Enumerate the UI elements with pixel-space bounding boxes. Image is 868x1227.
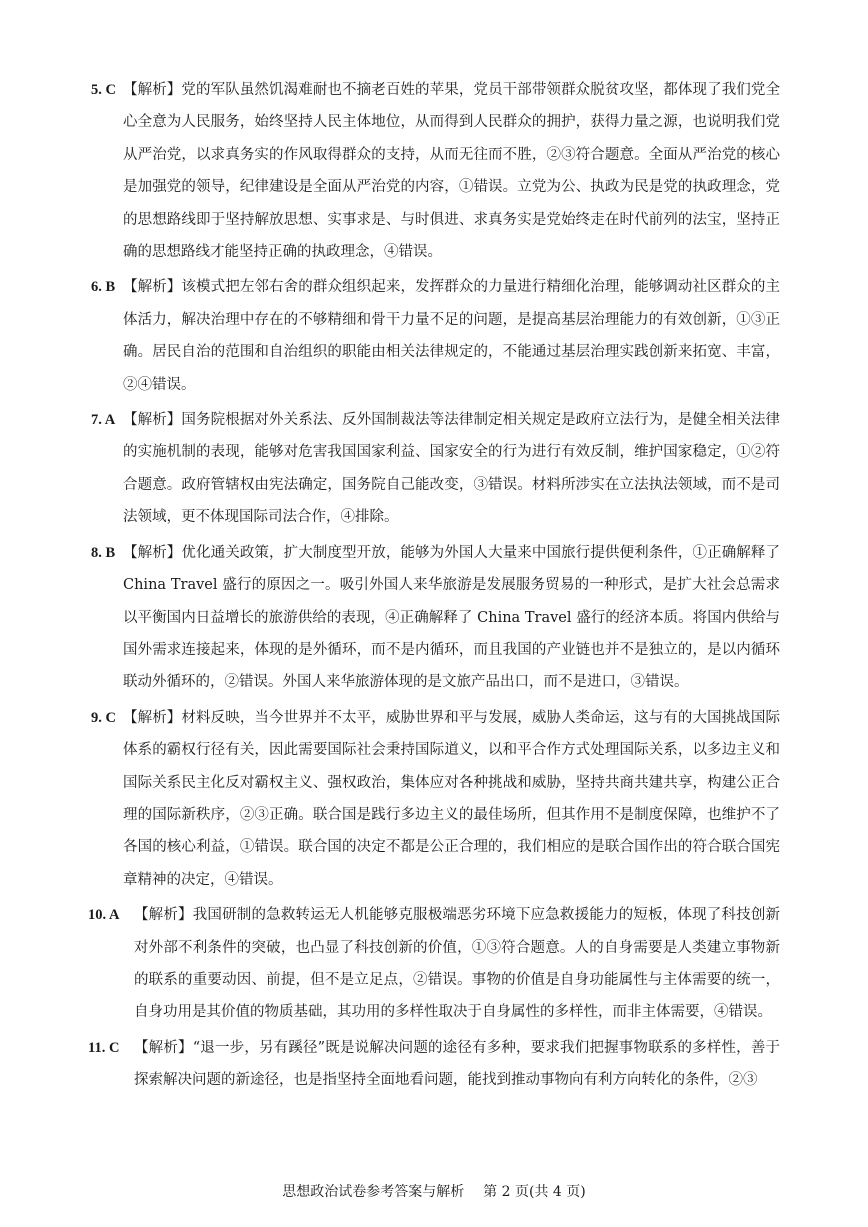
analysis-body: 材料反映，当今世界并不太平，威胁世界和平与发展，威胁人类命运，这与有的大国挑战国际体系的霸权行径有关，因此需要国际社会秉持国际道义，以和平合作方式处理国际关系，以多边主义和国际关系民主化反对霸权主义、强权政治，集体应对各种挑战和威胁，坚持共商共建共享，构建公正合理的国际新秩序，②③正确。联合国是践行多边主义的最佳场所，但其作用不是制度保障，也维护不了各国的核心利益，①错误。联合国的决定不都是公正合理的，我们相应的是联合国作出的符合联合国宪章精神的决定，④错误。 [123, 709, 781, 888]
answer-number: 6. B [91, 279, 116, 296]
analysis-tag: 【解析】 [123, 544, 182, 561]
answer-item-9 [88, 702, 780, 896]
answer-number: 9. C [91, 709, 116, 726]
answer-text [123, 74, 780, 268]
analysis-tag: 【解析】 [134, 1039, 193, 1056]
answer-list [88, 74, 780, 1100]
answer-item-11 [88, 1032, 780, 1097]
analysis-tag: 【解析】 [123, 279, 182, 296]
answer-item-7 [88, 404, 780, 534]
page-footer [0, 1181, 868, 1201]
answer-number: 10. A [88, 907, 120, 924]
analysis-tag: 【解析】 [123, 709, 182, 726]
answer-text [123, 271, 780, 401]
analysis-body: 该模式把左邻右舍的群众组织起来，发挥群众的力量进行精细化治理，能够调动社区群众的主体活力，解决治理中存在的不够精细和骨干力量不足的问题，是提高基层治理能力的有效创新，①③正确。居民自治的范围和自治组织的职能由相关法律规定的，不能通过基层治理实践创新来拓宽、丰富，②④错误。 [123, 279, 781, 393]
answer-number: 5. C [91, 82, 116, 98]
answer-text [134, 899, 780, 1029]
analysis-body: 我国研制的急救转运无人机能够克服极端恶劣环境下应急救援能力的短板，体现了科技创新对外部不利条件的突破，也凸显了科技创新的价值，①③符合题意。人的自身需要是人类建立事物新的联系的重要动因、前提，但不是立足点，②错误。事物的价值是自身功能属性与主体需要的统一，自身功用是其价值的物质基础，其功用的多样性取决于自身属性的多样性，而非主体需要，④错误。 [134, 907, 781, 1021]
answer-item-6 [88, 271, 780, 401]
analysis-tag: 【解析】 [123, 412, 182, 429]
analysis-body: 国务院根据对外关系法、反外国制裁法等法律制定相关规定是政府立法行为，是健全相关法律的实施机制的表现，能够对危害我国国家利益、国家安全的行为进行有效反制，维护国家稳定，①②符合题意。政府管辖权由宪法确定，国务院自己能改变，③错误。材料所涉实在立法执法领域，而不是司法领域，更不体现国际司法合作，④排除。 [123, 412, 781, 526]
answer-number: 8. B [91, 544, 116, 561]
analysis-body: 优化通关政策，扩大制度型开放，能够为外国人大量来中国旅行提供便利条件，①正确解释了 China Travel 盛行的原因之一。吸引外国人来华旅游是发展服务贸易的一种形式，是扩大社会总需求以平衡国内日益增长的旅游供给的表现，④正确解释了 China Travel 盛行的经济本质。将国内供给与国外需求连接起来，体现的是外循环，而不是内循环，而且我国的产业链也并不是独立的，是以内循环联动外循环的，②错误。外国人来华旅游体现的是文旅产品出口，而不是进口，③错误。 [123, 544, 781, 691]
footer-title: 思想政治试卷参考答案与解析 [282, 1184, 465, 1200]
answer-item-10 [88, 899, 780, 1029]
answer-text [123, 537, 780, 699]
footer-page-number: 第 2 页(共 4 页) [483, 1184, 586, 1200]
answer-number: 11. C [88, 1039, 120, 1056]
analysis-tag: 【解析】 [123, 82, 182, 98]
analysis-body: 党的军队虽然饥渴难耐也不摘老百姓的苹果，党员干部带领群众脱贫攻坚，都体现了我们党全心全意为人民服务，始终坚持人民主体地位，从而得到人民群众的拥护，获得力量之源，也说明我们党从严治党，以求真务实的作风取得群众的支持，从而无往而不胜，②③符合题意。全面从严治党的核心是加强党的领导，纪律建设是全面从严治党的内容，①错误。立党为公、执政为民是党的执政理念，党的思想路线即于坚持解放思想、实事求是、与时俱进、求真务实是党始终走在时代前列的法宝，坚持正确的思想路线才能坚持正确的执政理念，④错误。 [123, 82, 781, 261]
answer-item-8 [88, 537, 780, 699]
answer-item-5 [88, 74, 780, 268]
answer-text [134, 1032, 780, 1097]
analysis-tag: 【解析】 [134, 907, 193, 924]
answer-number: 7. A [91, 412, 116, 429]
analysis-body: “退一步，另有蹊径”既是说解决问题的途径有多种，要求我们把握事物联系的多样性，善于探索解决问题的新途径，也是指坚持全面地看问题，能找到推动事物向有利方向转化的条件，②③ [134, 1039, 780, 1089]
answer-text [123, 702, 780, 896]
answer-text [123, 404, 780, 534]
